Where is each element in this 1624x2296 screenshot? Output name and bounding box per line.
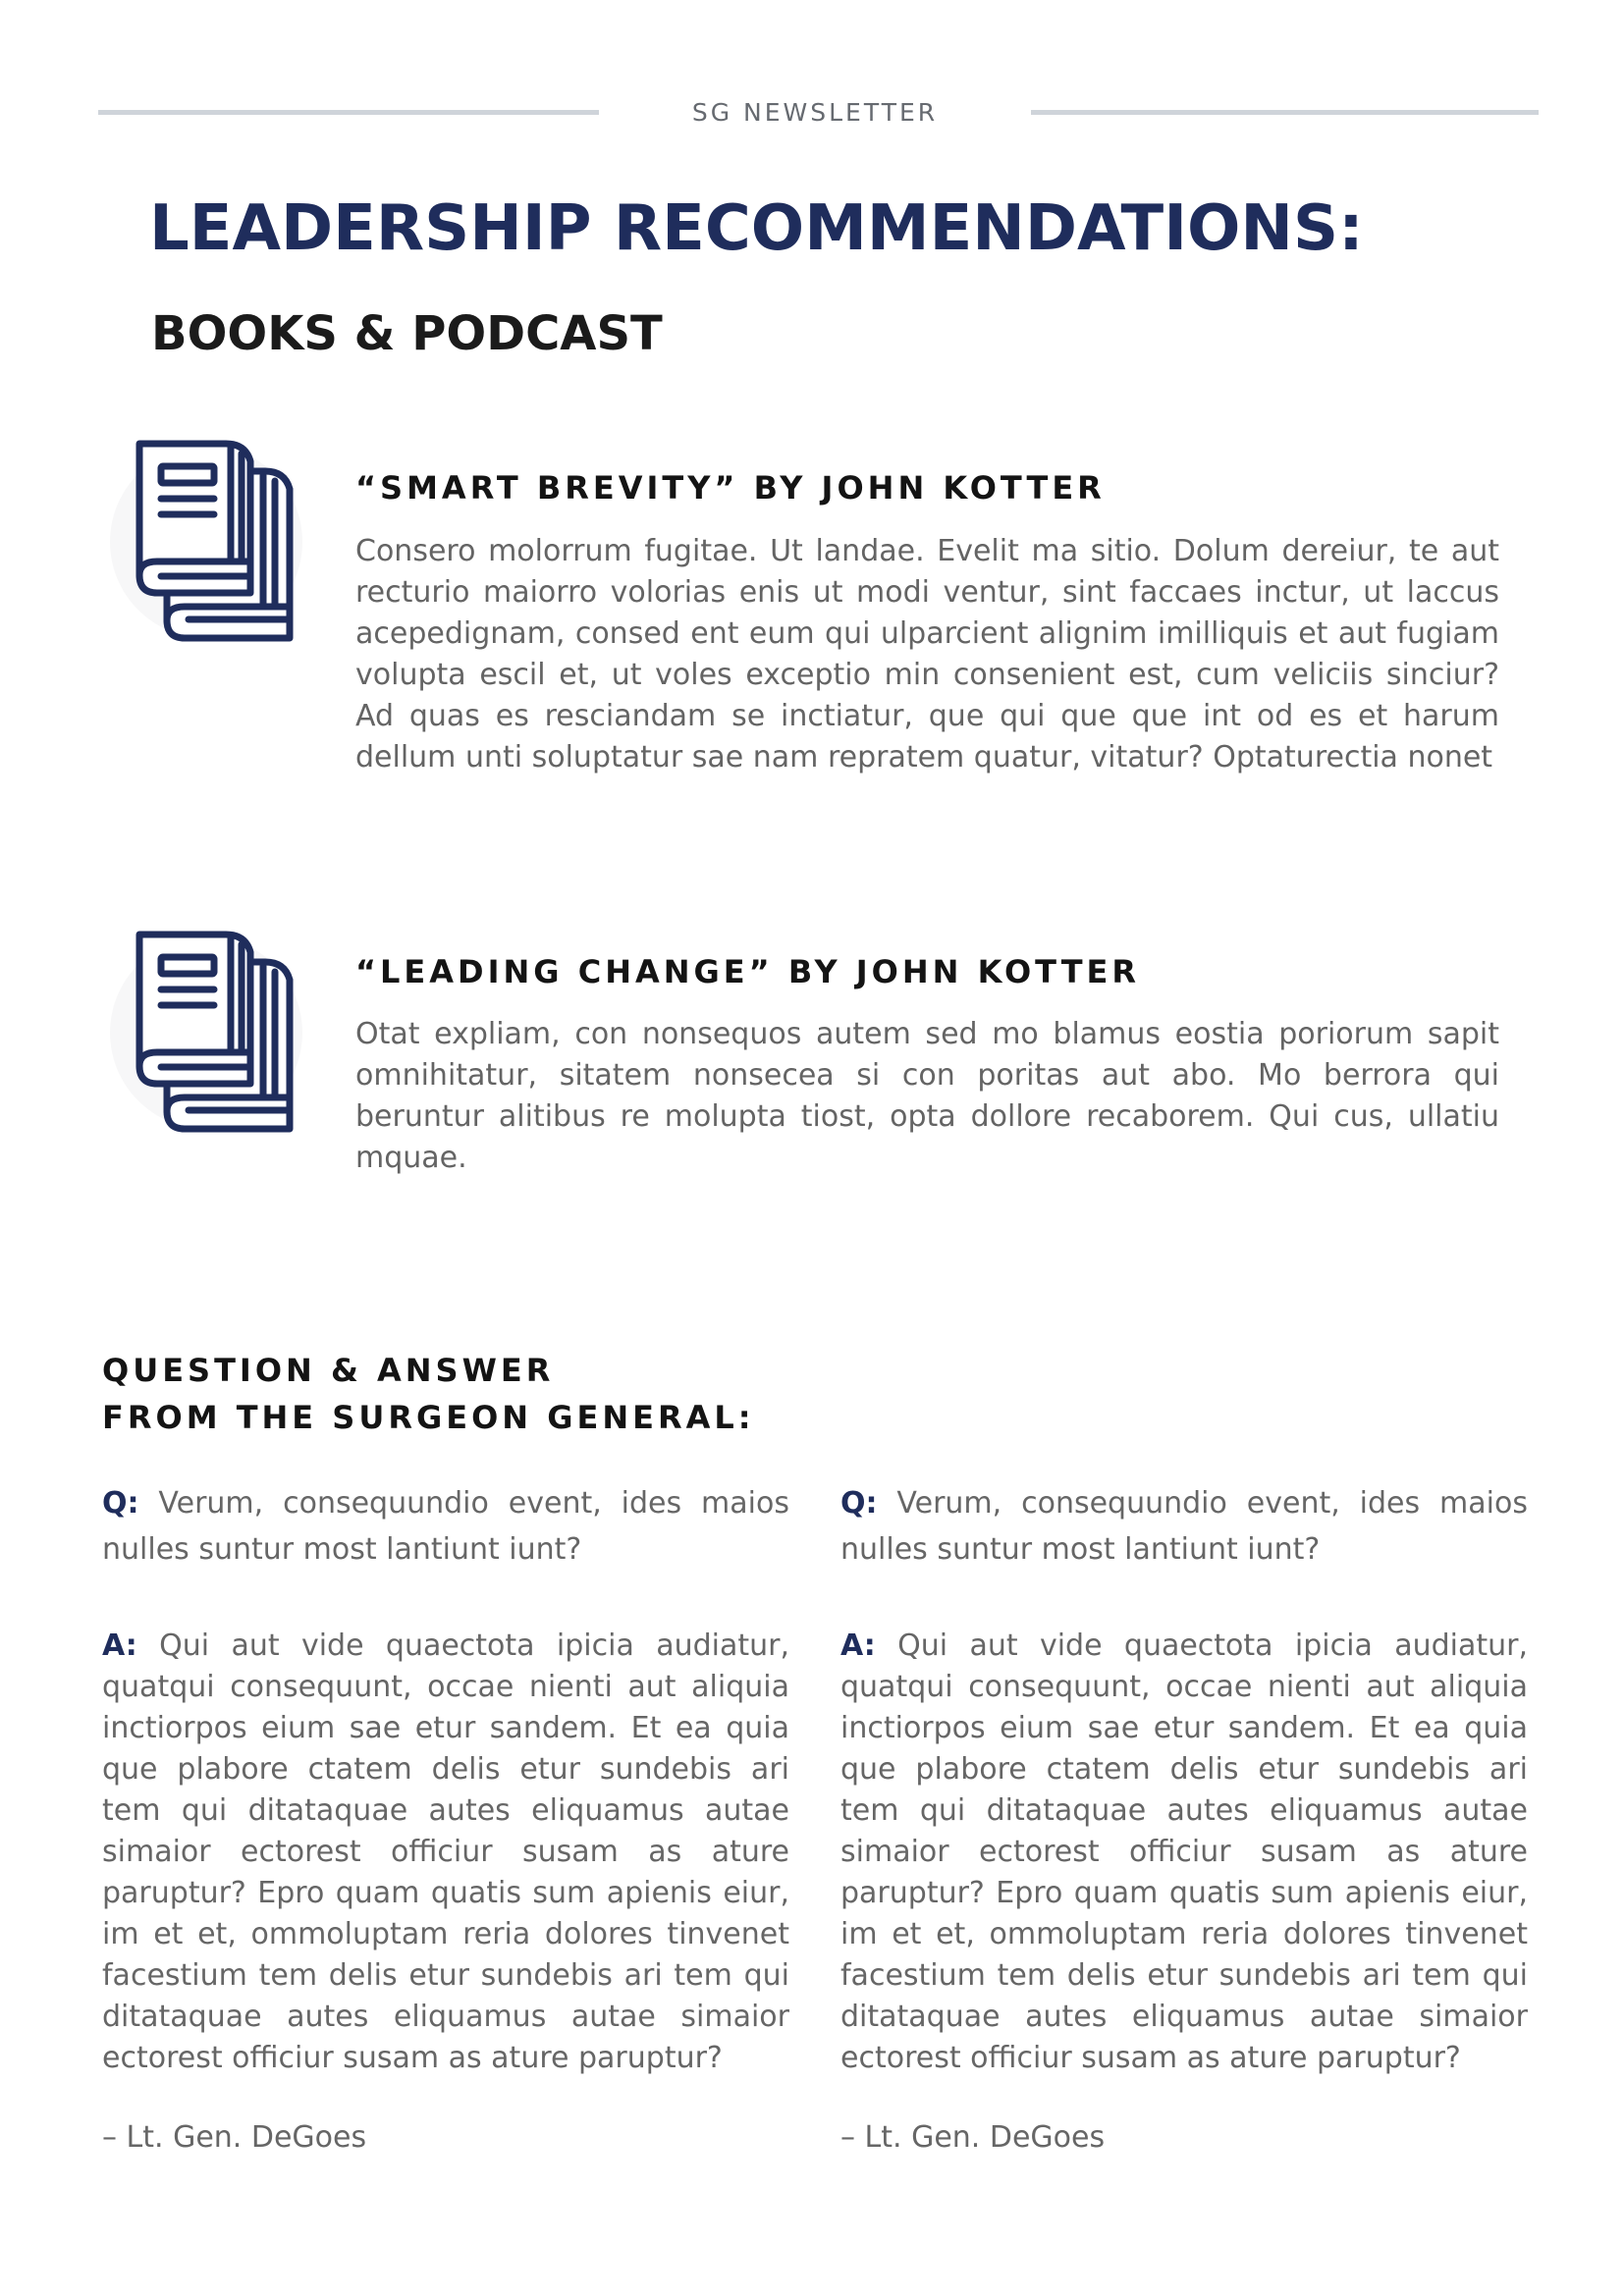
question <box>102 1480 789 1573</box>
header-rule-right <box>1031 110 1539 115</box>
newsletter-name: SG NEWSLETTER <box>691 98 939 127</box>
question-text: Verum, consequundio event, ides maios nulles suntur most lantiunt iunt? <box>840 1486 1528 1567</box>
signature: – Lt. Gen. DeGoes <box>102 2120 367 2155</box>
page-title: LEADERSHIP RECOMMENDATIONS: <box>149 192 1364 265</box>
qa-column-right <box>840 1480 1528 2155</box>
header-rule-left <box>98 110 599 115</box>
question-label: Q: <box>840 1486 878 1521</box>
answer <box>840 1626 1528 2079</box>
book-description: Otat expliam, con nonsequos autem sed mo blamus eostia poriorum sapit omnihitatur, sitatem nonsecea si con poritas aut abo. Mo berrora qui beruntur alitibus re molupta tiost, opta dollore recaborem. Qui cus, ullatiu mquae. <box>355 1017 1499 1175</box>
page-subtitle: BOOKS & PODCAST <box>151 306 663 361</box>
answer-text: Qui aut vide quaectota ipicia audiatur, quatqui consequunt, occae nienti aut aliquia inctiorpos eium sae etur sandem. Et ea quia que plabore ctatem delis etur sundebis ari tem qui ditataquae autes eliquamus autae simaior ectorest officiur susam as ature paruptur? Epro quam quatis sum apienis eiur, im et et, ommoluptam reria dolores tinvenet facestium tem delis etur sundebis ari tem qui ditataquae autes eliquamus autae simaior ectorest officiur susam as ature paruptur? <box>102 1629 789 2075</box>
newsletter-header <box>0 98 1624 128</box>
qa-column-left <box>102 1480 789 2155</box>
books-icon <box>108 923 304 1135</box>
book-description: Consero molorrum fugitae. Ut landae. Evelit ma sitio. Dolum dereiur, te aut recturio maiorro volorias enis ut modi ventur, sint faccaes inctur, ut laccus acepedignam, consed ent eum qui ulparcient alignim imilliquis et aut fugiam volupta escil et, ut voles exceptio min consenient est, cum veliciis sinciur? Ad quas es resciandam se inctiatur, que qui que que int od es et harum dellum unti soluptatur sae nam repratem quatur, vitatur? Optaturectia nonet <box>355 534 1499 774</box>
question-label: Q: <box>102 1486 139 1521</box>
qa-section-heading <box>102 1347 755 1441</box>
qa-heading-line: QUESTION & ANSWER <box>102 1352 555 1389</box>
answer <box>102 1626 789 2079</box>
qa-heading-line: FROM THE SURGEON GENERAL: <box>102 1399 755 1436</box>
book-heading: “LEADING CHANGE” BY JOHN KOTTER <box>355 953 1141 990</box>
answer-label: A: <box>840 1629 876 1663</box>
question <box>840 1480 1528 1573</box>
signature: – Lt. Gen. DeGoes <box>840 2120 1106 2155</box>
answer-text: Qui aut vide quaectota ipicia audiatur, quatqui consequunt, occae nienti aut aliquia inctiorpos eium sae etur sandem. Et ea quia que plabore ctatem delis etur sundebis ari tem qui ditataquae autes eliquamus autae simaior ectorest officiur susam as ature paruptur? Epro quam quatis sum apienis eiur, im et et, ommoluptam reria dolores tinvenet facestium tem delis etur sundebis ari tem qui ditataquae autes eliquamus autae simaior ectorest officiur susam as ature paruptur? <box>840 1629 1528 2075</box>
book-heading: “SMART BREVITY” BY JOHN KOTTER <box>355 469 1106 507</box>
question-text: Verum, consequundio event, ides maios nulles suntur most lantiunt iunt? <box>102 1486 789 1567</box>
books-icon <box>108 432 304 644</box>
answer-label: A: <box>102 1629 137 1663</box>
